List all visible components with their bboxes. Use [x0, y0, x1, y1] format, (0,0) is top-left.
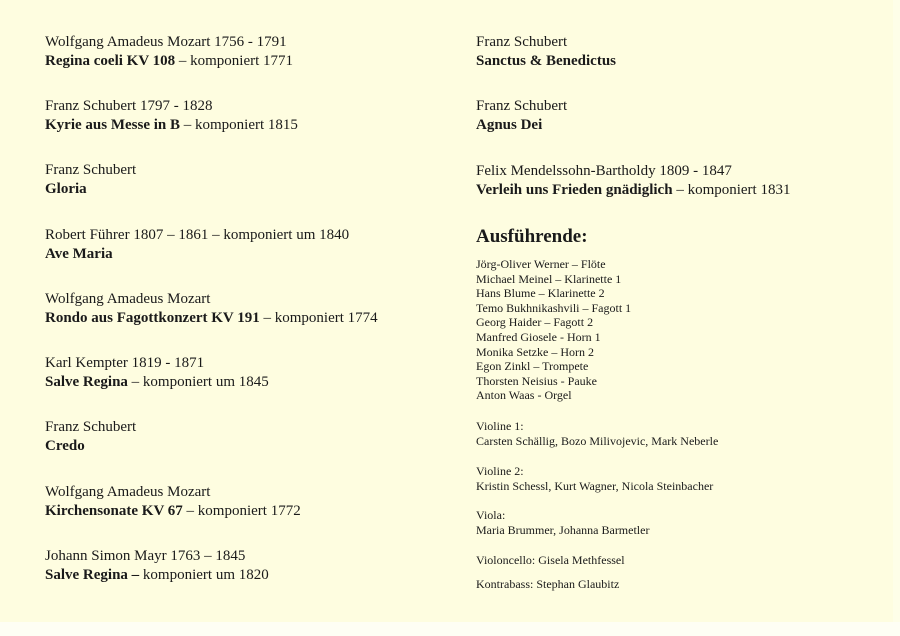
composer-line: Wolfgang Amadeus Mozart	[45, 291, 211, 307]
performer-item: Monika Setzke – Horn 2	[476, 344, 594, 359]
work-title: Agnus Dei	[476, 117, 543, 133]
composer-line: Wolfgang Amadeus Mozart	[45, 484, 211, 500]
performer-item: Hans Blume – Klarinette 2	[476, 286, 605, 301]
violine1-label: Violine 1:	[476, 419, 524, 433]
program-item	[45, 418, 136, 456]
viola-label: Viola:	[476, 508, 506, 522]
performer-item: Anton Waas - Orgel	[476, 388, 572, 403]
work-note: – komponiert 1772	[182, 503, 301, 519]
composer-line: Felix Mendelssohn-Bartholdy 1809 - 1847	[476, 163, 732, 179]
program-item	[45, 97, 298, 135]
program-item	[45, 33, 293, 71]
program-item	[45, 161, 136, 199]
performer-item: Jörg-Oliver Werner – Flöte	[476, 257, 606, 271]
performer-item: Egon Zinkl – Trompete	[476, 359, 589, 374]
violine1-section	[476, 419, 718, 449]
viola-names: Maria Brummer, Johanna Barmetler	[476, 523, 650, 537]
composer-line: Franz Schubert	[45, 419, 137, 435]
work-title: Ave Maria	[45, 246, 113, 262]
work-title: Rondo aus Fagottkonzert KV 191	[45, 310, 260, 326]
violine2-section	[476, 464, 713, 494]
program-item	[476, 33, 616, 71]
work-line	[45, 437, 136, 456]
work-line	[45, 245, 349, 264]
work-note: komponiert um 1820	[139, 567, 269, 583]
work-title: Salve Regina	[45, 374, 128, 390]
composer-line: Johann Simon Mayr 1763 – 1845	[45, 548, 246, 564]
work-note: – komponiert um 1845	[127, 374, 269, 390]
work-line	[45, 502, 301, 521]
kontrabass-line: Kontrabass: Stephan Glaubitz	[476, 577, 620, 591]
work-title: Kyrie aus Messe in B	[45, 117, 180, 133]
work-title: Salve Regina –	[45, 567, 140, 583]
viola-section	[476, 508, 649, 538]
program-item	[476, 162, 790, 200]
violine2-label: Violine 2:	[476, 464, 524, 478]
work-title: Credo	[45, 438, 85, 454]
program-item	[45, 547, 269, 585]
violoncello-line: Violoncello: Gisela Methfessel	[476, 553, 625, 567]
composer-line: Karl Kempter 1819 - 1871	[45, 355, 205, 371]
work-line	[45, 309, 378, 328]
program-item	[45, 354, 269, 392]
work-note: – komponiert 1815	[180, 117, 298, 133]
program-item	[45, 290, 378, 328]
composer-line: Robert Führer 1807 – 1861 – komponiert um 1840	[45, 227, 350, 243]
work-title: Sanctus & Benedictus	[476, 53, 617, 69]
work-note: – komponiert 1831	[672, 182, 791, 198]
work-line	[45, 52, 293, 71]
page-edge	[0, 622, 900, 636]
program-item	[476, 97, 567, 135]
performer-item: Manfred Giosele - Horn 1	[476, 329, 601, 344]
work-line	[476, 116, 567, 135]
program-item	[45, 483, 301, 521]
work-line	[476, 52, 616, 71]
performers-list	[476, 257, 631, 403]
composer-line: Franz Schubert	[476, 98, 568, 114]
work-line	[45, 116, 298, 135]
composer-line: Franz Schubert 1797 - 1828	[45, 98, 213, 114]
work-line	[45, 566, 269, 585]
work-note: – komponiert 1771	[175, 53, 294, 69]
page-edge	[893, 0, 900, 636]
work-note: – komponiert 1774	[259, 310, 378, 326]
program-item	[45, 226, 349, 264]
composer-line: Franz Schubert	[45, 162, 137, 178]
performer-item: Temo Bukhnikashvili – Fagott 1	[476, 300, 632, 315]
work-title: Kirchensonate KV 67	[45, 503, 183, 519]
work-title: Regina coeli KV 108	[45, 53, 176, 69]
performers-heading: Ausführende:	[476, 226, 588, 247]
work-line	[45, 180, 136, 199]
performer-item: Thorsten Neisius - Pauke	[476, 373, 597, 388]
violine1-names: Carsten Schällig, Bozo Milivojevic, Mark Neberle	[476, 434, 719, 448]
composer-line: Franz Schubert	[476, 34, 568, 50]
work-line	[476, 181, 790, 200]
composer-line: Wolfgang Amadeus Mozart 1756 - 1791	[45, 34, 287, 50]
performer-item: Michael Meinel – Klarinette 1	[476, 271, 622, 286]
work-title: Verleih uns Frieden gnädiglich	[476, 182, 673, 198]
violine2-names: Kristin Schessl, Kurt Wagner, Nicola Steinbacher	[476, 479, 714, 493]
work-line	[45, 373, 269, 392]
performer-item: Georg Haider – Fagott 2	[476, 315, 594, 330]
work-title: Gloria	[45, 181, 87, 197]
